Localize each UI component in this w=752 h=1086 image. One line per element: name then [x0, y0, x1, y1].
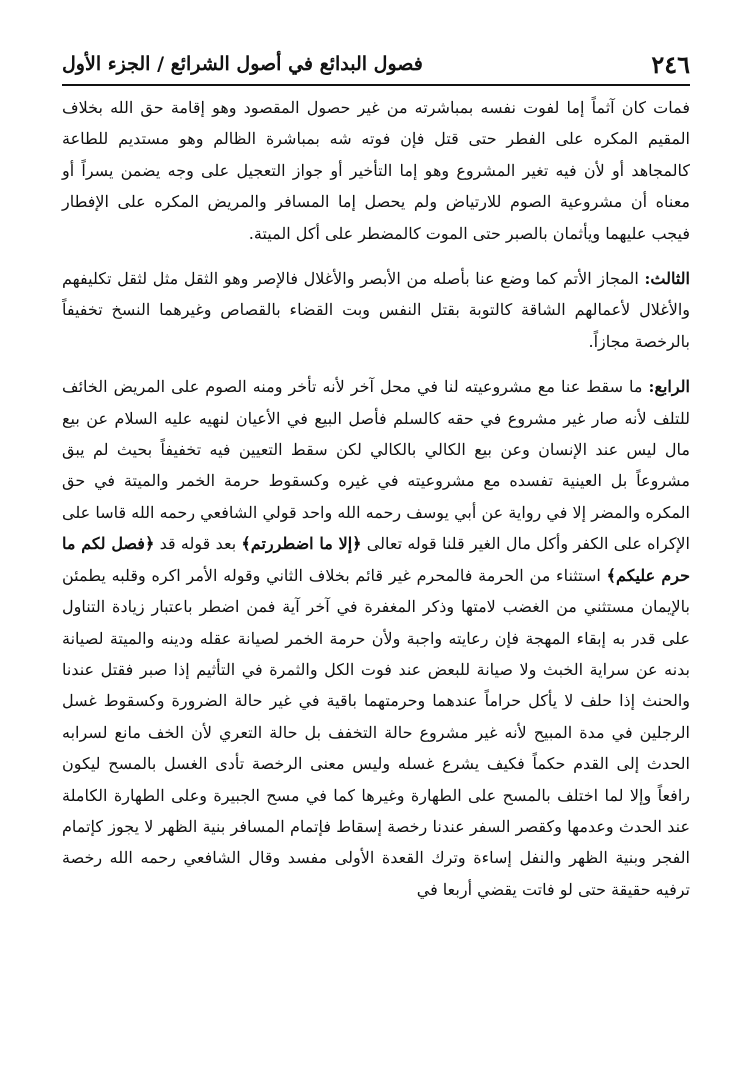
section-lead-third: الثالث:: [644, 269, 690, 289]
paragraph-3-text-a: ما سقط عنا مع مشروعيته لنا في محل آخر لأنه تأخر ومنه الصوم على المريض الخائف للتلف لأنه صار غير مشروع في حقه كالسلم فأصل البيع في الأعيان لنهيه عليه السلام عن بيع مال ليس عند الإنسان وعن بيع الكالي بالكالي لكن سقط التعيين فيه تخفيفاً بحيث لم يبق مشروعاً بل العينية تفسده مع مشروعيته في غيره وكسقوط حرمة الخمر والميتة في حق المكره والمضر إلا في رواية عن أبي يوسف رحمه الله واحد قولي الشافعي رحمه الله قاسا على الإكراه على الكفر وأكل مال الغير قلنا قوله تعالى: [62, 377, 691, 554]
paragraph-2-third: [62, 263, 690, 357]
quran-quote-1: ﴿إلا ما اضطررتم﴾: [241, 534, 362, 554]
section-lead-fourth: الرابع:: [648, 377, 690, 397]
page-number: ٢٤٦: [651, 49, 690, 79]
body-text: [62, 92, 690, 905]
quran-quote-2: ﴿فصل لكم ما حرم عليكم﴾: [62, 534, 690, 585]
paragraph-2-text: المجاز الأتم كما وضع عنا بأصله من الأبصر والأغلال فالإصر وهو الثقل مثل لثقل تكليفهم والأغلال لأعمالهم الشاقة كالتوبة بقتل النفس وبت القضاء بالقصاص وغيرهما النسخ تخفيفاً بالرخصة مجازاً.: [62, 269, 690, 351]
paragraph-3-text-c: استثناء من الحرمة فالمحرم غير قائم بخلاف الثاني وقوله الأمر اكره وقلبه يطمئن بالإيمان مستثني من الغضب لامتها وذكر المغفرة في آخر آية فمن اضطر باعتبار زيادة التناول على قدر به إبقاء المهجة فإن رعايته واجبة ولأن حرمة الخمر لصيانة عقله ودينه والميتة لصيانة بدنه عن سراية الخبث ولا صيانة للبعض عند فوت الكل والثمرة في التأثيم إذا صبر فقتل عندنا والحنث إذا حلف لا يأكل حراماً عندهما وحرمتهما باقية في غير حالة الضرورة وكسقوط غسل الرجلين في مدة المبيح لأنه غير مشروع حالة التخفف بل حالة التعري لأن الخف مانع لسرابه الحدث إلى القدم حكماً فكيف يشرع غسله وليس معنى الرخصة تأدى الغسل بالمسح ليكون رافعاً وإلا لما اختلف بالمسح على الطهارة وغيرها كما في مسح الجبيرة وعلى الطهارة الكاملة عند الحدث وعدمها وكقصر السفر عندنا رخصة إسقاط فإتمام المسافر بنية الظهر لا يجوز كإتمام الفجر وبنية الظهر والنفل إساءة وترك القعدة الأولى مفسد وقال الشافعي رحمه الله رخصة ترفيه حقيقة حتى لو فاتت يقضي أربعا في: [62, 565, 691, 899]
page-header: [62, 44, 690, 86]
running-title: فصول البدائع في أصول الشرائع / الجزء الأول: [62, 53, 423, 75]
paragraph-3-text-b: بعد قوله قد: [154, 534, 242, 554]
paragraph-1: [62, 92, 690, 249]
paragraph-1-text: فمات كان آثماً إما لفوت نفسه بمباشرته من غير حصول المقصود وهو إقامة حق الله بخلاف المقيم المكره على الفطر حتى قتل فإن فوته شه بمباشرة الظالم وهو مستديم للطاعة كالمجاهد أو لأن فيه تغير المشروع وهو إما التأخير أو جواز التعجيل على وجه يضمن يسراً أو معناه أن مشروعية الصوم للارتياض ولم يحصل إما المسافر والمريض المكره على الإفطار فيجب عليهما ويأثمان بالصبر حتى الموت كالمضطر على أكل الميتة.: [62, 98, 690, 243]
paragraph-3-fourth: [62, 371, 690, 905]
